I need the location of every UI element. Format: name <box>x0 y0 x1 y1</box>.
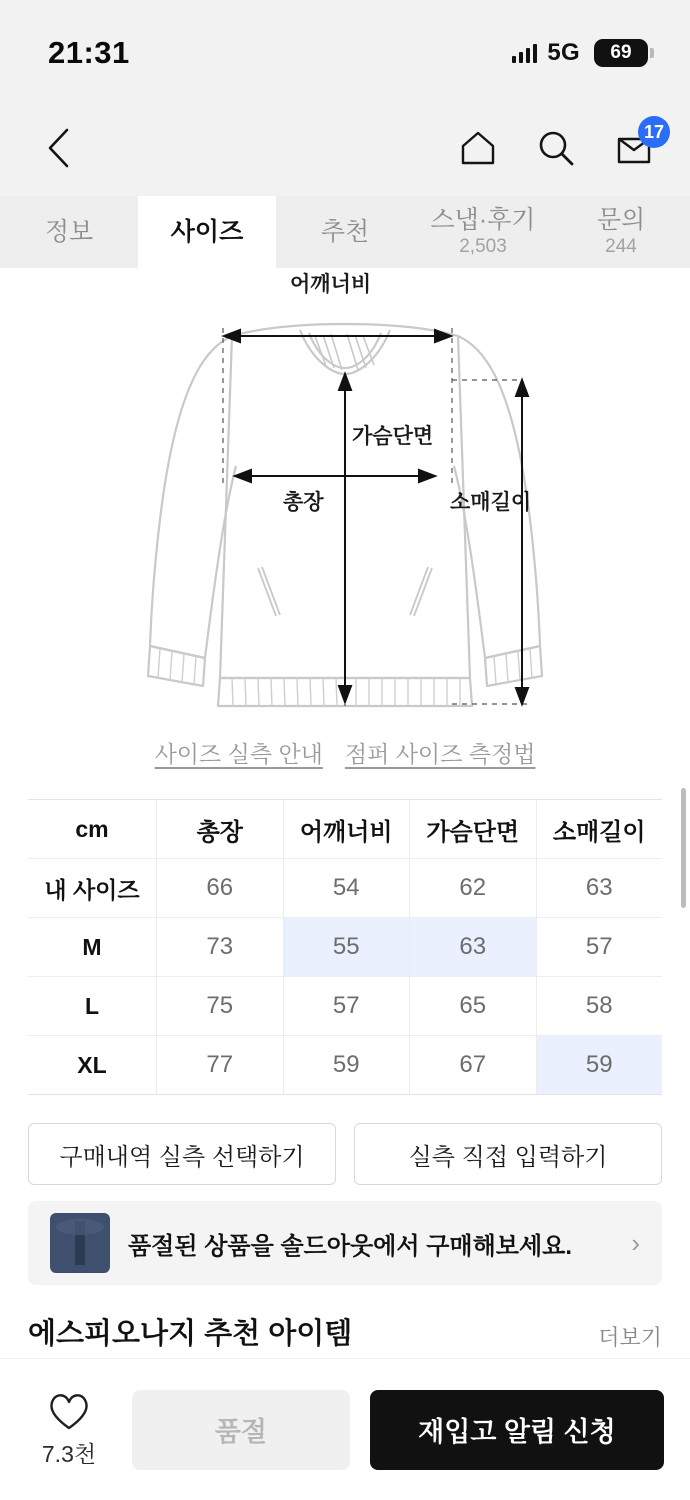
header-sleeve-length: 소매길이 <box>536 800 663 858</box>
network-type-label: 5G <box>547 39 580 66</box>
tab-label: 문의 <box>596 205 646 234</box>
tab-inquiry[interactable] <box>552 196 690 268</box>
signal-bars-icon <box>512 43 537 63</box>
chevron-right-icon: › <box>631 1227 640 1258</box>
cart-badge: 17 <box>638 116 670 148</box>
back-button[interactable] <box>36 126 80 170</box>
cell-sleeve-length: 59 <box>536 1036 663 1094</box>
table-header-row <box>28 800 662 858</box>
link-size-guide[interactable]: 사이즈 실측 안내 <box>154 741 323 767</box>
cell-chest-width: 63 <box>409 918 536 976</box>
chevron-left-icon <box>45 127 71 169</box>
header-unit: cm <box>75 815 109 842</box>
row-label: M <box>82 933 102 960</box>
tab-snap-review[interactable] <box>414 196 552 268</box>
cell-shoulder-width: 59 <box>283 1036 410 1094</box>
cell-chest-width: 62 <box>409 859 536 917</box>
guide-links <box>0 736 690 769</box>
label-total-length: 총장 <box>283 491 324 514</box>
row-label: L <box>84 992 100 1019</box>
home-icon <box>456 126 500 170</box>
size-table <box>28 799 662 1095</box>
cell-chest-width: 67 <box>409 1036 536 1094</box>
tab-bar <box>0 196 690 268</box>
cell-total-length: 75 <box>156 977 283 1035</box>
product-thumbnail <box>50 1213 110 1273</box>
size-tab-content <box>0 268 690 1500</box>
battery-icon: 69 <box>594 39 648 67</box>
table-row[interactable] <box>28 1035 662 1094</box>
cell-total-length: 66 <box>156 859 283 917</box>
tab-size[interactable] <box>138 196 276 268</box>
tab-recommend[interactable] <box>276 196 414 268</box>
table-row[interactable] <box>28 976 662 1035</box>
label-sleeve-length: 소매길이 <box>450 491 532 514</box>
cell-sleeve-length: 57 <box>536 918 663 976</box>
table-row[interactable] <box>28 917 662 976</box>
promo-text: 품절된 상품을 솔드아웃에서 구매해보세요. <box>128 1232 572 1260</box>
cell-chest-width: 65 <box>409 977 536 1035</box>
heart-icon <box>46 1390 92 1432</box>
nav-actions <box>454 121 664 172</box>
tab-count: 244 <box>605 236 637 258</box>
row-label: 내 사이즈 <box>44 876 140 903</box>
like-count: 7.3천 <box>41 1441 97 1467</box>
like-button[interactable] <box>26 1390 112 1469</box>
tab-label: 사이즈 <box>170 217 244 246</box>
measurement-actions <box>28 1123 662 1185</box>
tab-label: 스냅·후기 <box>430 205 536 234</box>
measurement-diagram <box>0 268 690 718</box>
soldout-button: 품절 <box>132 1390 350 1470</box>
nav-bar <box>0 100 690 196</box>
manual-measurement-input-button[interactable]: 실측 직접 입력하기 <box>354 1123 662 1185</box>
cart-button[interactable] <box>610 121 664 172</box>
status-time: 21:31 <box>48 35 130 70</box>
soldout-promo-banner[interactable] <box>28 1201 662 1285</box>
cell-total-length: 77 <box>156 1036 283 1094</box>
recommend-title: 에스피오나지 추천 아이템 <box>28 1318 353 1350</box>
status-bar <box>0 0 690 100</box>
jacket-measurement-diagram <box>0 286 690 726</box>
tab-count: 2,503 <box>459 236 507 258</box>
header-total-length: 총장 <box>156 800 283 858</box>
recommend-section-header <box>28 1311 662 1352</box>
label-shoulder-width: 어깨너비 <box>290 273 372 296</box>
link-jumper-measure-method[interactable]: 점퍼 사이즈 측정법 <box>344 741 536 767</box>
cell-sleeve-length: 63 <box>536 859 663 917</box>
scrollbar[interactable] <box>681 788 686 908</box>
tab-label: 추천 <box>320 217 370 246</box>
home-button[interactable] <box>454 124 502 172</box>
status-indicators <box>512 33 648 67</box>
table-row[interactable] <box>28 858 662 917</box>
cell-shoulder-width: 54 <box>283 859 410 917</box>
tab-info[interactable] <box>0 196 138 268</box>
cell-total-length: 73 <box>156 918 283 976</box>
search-button[interactable] <box>532 124 580 172</box>
cell-shoulder-width: 57 <box>283 977 410 1035</box>
row-label: XL <box>77 1051 107 1078</box>
search-icon <box>534 126 578 170</box>
tab-label: 정보 <box>44 217 94 246</box>
label-chest-width: 가슴단면 <box>352 425 434 448</box>
select-from-purchase-history-button[interactable]: 구매내역 실측 선택하기 <box>28 1123 336 1185</box>
bottom-action-bar <box>0 1358 690 1500</box>
cell-sleeve-length: 58 <box>536 977 663 1035</box>
restock-alert-button[interactable]: 재입고 알림 신청 <box>370 1390 664 1470</box>
cell-shoulder-width: 55 <box>283 918 410 976</box>
header-chest-width: 가슴단면 <box>409 800 536 858</box>
recommend-more-link[interactable]: 더보기 <box>598 1325 662 1350</box>
header-shoulder-width: 어깨너비 <box>283 800 410 858</box>
